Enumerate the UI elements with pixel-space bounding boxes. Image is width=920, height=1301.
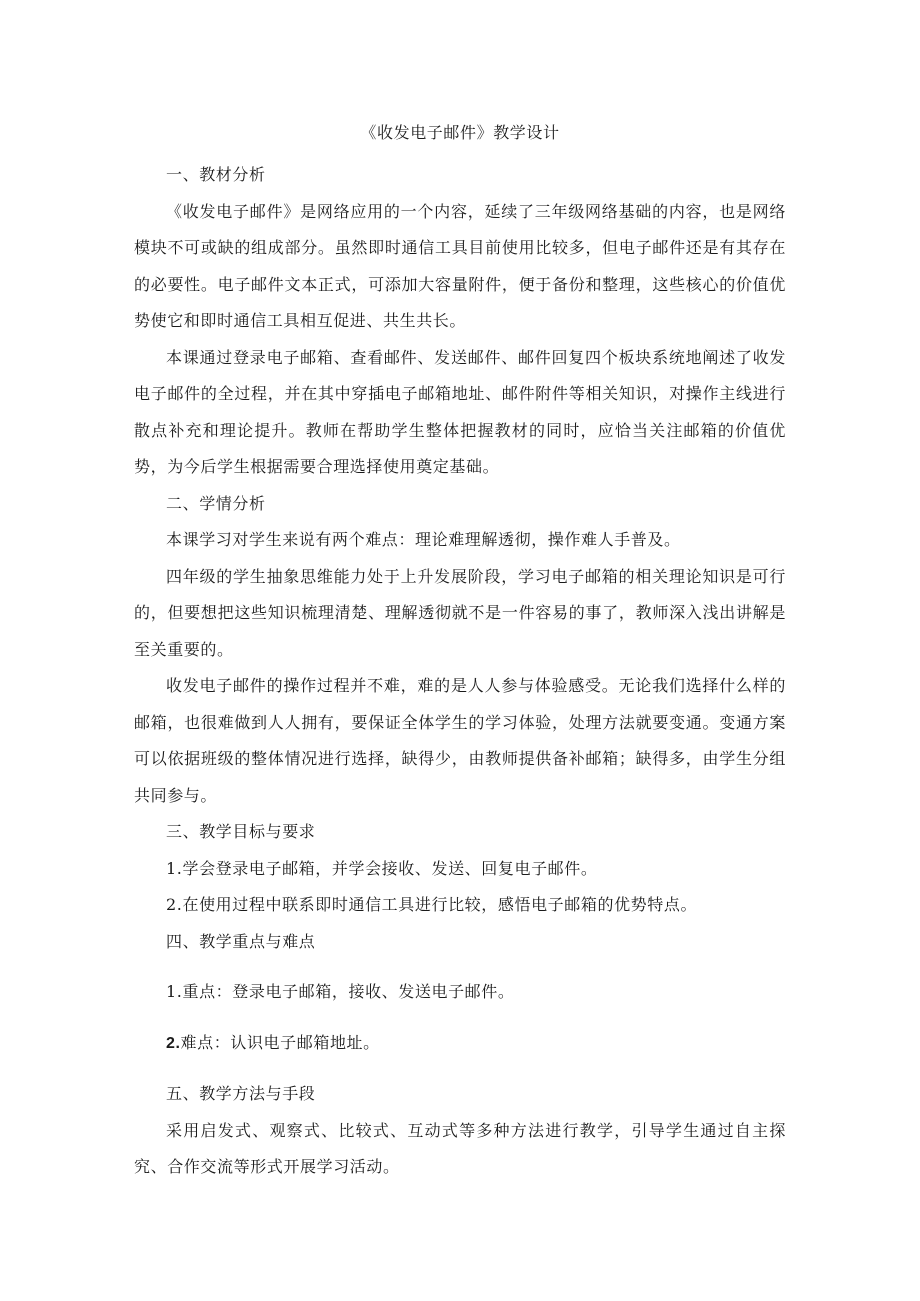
section-heading-teaching-goals: 三、教学目标与要求 [166,822,316,841]
section-heading-student-analysis: 二、学情分析 [166,493,266,513]
list-item-difficulty [134,1025,786,1063]
section-heading-teaching-methods: 五、教学方法与手段 [166,1084,316,1103]
list-item-text: 难点：认识电子邮箱地址。 [180,1032,380,1052]
paragraph: 采用启发式、观察式、比较式、互动式等多种方法进行教学，引导学生通过自主探究、合作交流等形式开展学习活动。 [134,1120,786,1176]
list-item: 1.重点：登录电子邮箱，接收、发送电子邮件。 [166,982,515,1001]
document-title: 《收发电子邮件》教学设计 [360,123,560,142]
paragraph: 本课通过登录电子邮箱、查看邮件、发送邮件、邮件回复四个板块系统地阐述了收发电子邮件的全过程，并在其中穿插电子邮箱地址、邮件附件等相关知识，对操作主线进行散点补充和理论提升。教师在帮助学生整体把握教材的同时，应恰当关注邮箱的价值优势，为今后学生根据需要合理选择使用奠定基础。 [134,347,786,476]
paragraph: 本课学习对学生来说有两个难点：理论难理解透彻，操作难人手普及。 [166,530,681,549]
section-heading-textbook-analysis: 一、教材分析 [166,165,266,184]
list-item: 2.在使用过程中联系即时通信工具进行比较，感悟电子邮箱的优势特点。 [166,895,698,914]
list-item-number: 2. [166,1034,181,1052]
section-heading-key-points: 四、教学重点与难点 [166,931,316,951]
list-item: 1.学会登录电子邮箱，并学会接收、发送、回复电子邮件。 [166,858,598,878]
paragraph: 收发电子邮件的操作过程并不难，难的是人人参与体验感受。无论我们选择什么样的邮箱，也很难做到人人拥有，要保证全体学生的学习体验，处理方法就要变通。变通方案可以依据班级的整体情况进行选择，缺得少，由教师提供备补邮箱；缺得多，由学生分组共同参与。 [134,676,786,805]
paragraph: 《收发电子邮件》是网络应用的一个内容，延续了三年级网络基础的内容，也是网络模块不可或缺的组成部分。虽然即时通信工具目前使用比较多，但电子邮件还是有其存在的必要性。电子邮件文本正式，可添加大容量附件，便于备份和整理，这些核心的价值优势使它和即时通信工具相互促进、共生共长。 [134,201,786,330]
paragraph: 四年级的学生抽象思维能力处于上升发展阶段，学习电子邮箱的相关理论知识是可行的，但要想把这些知识梳理清楚、理解透彻就不是一件容易的事了，教师深入浅出讲解是至关重要的。 [134,566,786,659]
document-body [134,121,786,1186]
